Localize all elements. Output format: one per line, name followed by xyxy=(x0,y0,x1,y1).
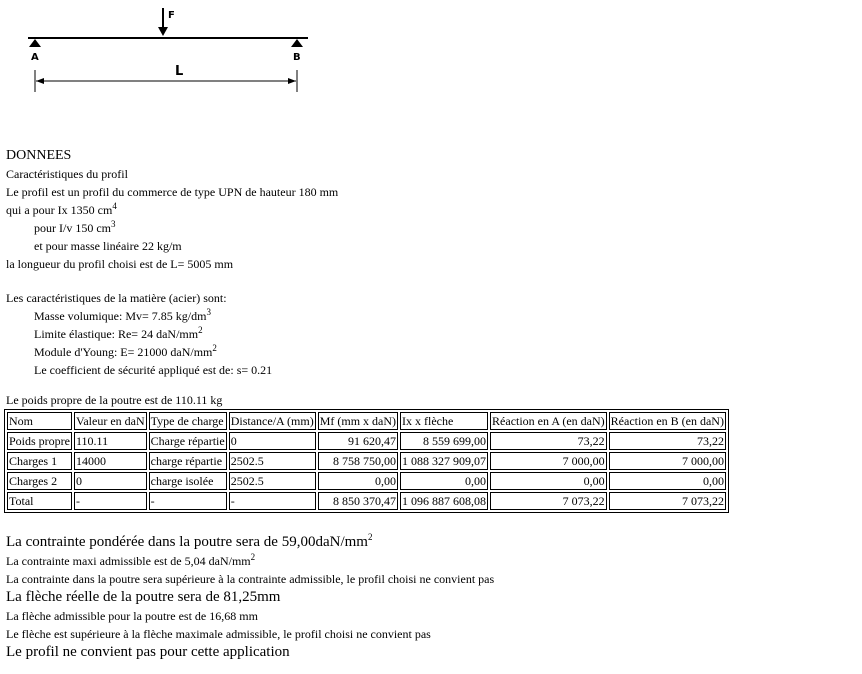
header-cell: Mf (mm x daN) xyxy=(318,412,398,430)
table-cell: Charges 1 xyxy=(7,452,72,470)
table-cell: 73,22 xyxy=(490,432,607,450)
table-cell: Poids propre xyxy=(7,432,72,450)
table-cell: 0 xyxy=(229,432,316,450)
table-cell: 0 xyxy=(74,472,147,490)
support-a xyxy=(29,39,41,47)
length-dimension xyxy=(35,70,297,92)
report-content xyxy=(6,146,858,662)
header-cell: Nom xyxy=(7,412,72,430)
table-row xyxy=(7,472,726,490)
table-cell: 7 000,00 xyxy=(490,452,607,470)
elastic-limit-text: Limite élastique: Re= 24 daN/mm xyxy=(34,327,199,341)
safety-coefficient-line: Le coefficient de sécurité appliqué est de: s= 0.21 xyxy=(34,363,273,377)
iv-exponent: 3 xyxy=(111,219,116,229)
table-cell: charge répartie xyxy=(149,452,227,470)
table-cell: 1 088 327 909,07 xyxy=(400,452,488,470)
young-modulus-line xyxy=(6,343,858,361)
donnees-title: DONNEES xyxy=(6,148,72,163)
max-stress-line xyxy=(6,552,858,570)
stress-result xyxy=(6,533,858,552)
header-cell: Réaction en B (en daN) xyxy=(609,412,726,430)
length-line: la longueur du profil choisi est de L= 5005 mm xyxy=(6,257,234,271)
table-cell: 2502.5 xyxy=(229,472,316,490)
table-cell: 0,00 xyxy=(609,472,726,490)
table-cell: - xyxy=(74,492,147,510)
table-row xyxy=(7,492,726,510)
table-header-row xyxy=(7,412,726,430)
table-cell: Total xyxy=(7,492,72,510)
self-weight-line: Le poids propre de la poutre est de 110.11 kg xyxy=(6,393,223,407)
table-cell: - xyxy=(149,492,227,510)
mass-line: et pour masse linéaire 22 kg/m xyxy=(34,239,182,253)
table-cell: 0,00 xyxy=(490,472,607,490)
force-arrow xyxy=(158,8,168,36)
max-stress-text: La contrainte maxi admissible est de 5,04 daN/mm xyxy=(6,554,251,568)
results-section xyxy=(6,533,858,662)
table-cell: 91 620,47 xyxy=(318,432,398,450)
deflection-verdict: Le flèche est supérieure à la flèche maximale admissible, le profil choisi ne convient pas xyxy=(6,627,431,641)
table-cell: 73,22 xyxy=(609,432,726,450)
header-cell: Type de charge xyxy=(149,412,227,430)
header-cell: Valeur en daN xyxy=(74,412,147,430)
table-cell: 8 850 370,47 xyxy=(318,492,398,510)
conclusion: Le profil ne convient pas pour cette application xyxy=(6,644,290,660)
support-a-label: A xyxy=(31,52,39,63)
max-stress-exponent: 2 xyxy=(250,552,256,562)
length-label: L xyxy=(175,64,184,79)
density-exponent: 3 xyxy=(206,307,211,317)
table-cell: Charges 2 xyxy=(7,472,72,490)
beam-diagram xyxy=(0,0,330,100)
table-cell: charge isolée xyxy=(149,472,227,490)
ix-text: qui a pour Ix 1350 cm xyxy=(6,203,113,217)
elastic-limit-line xyxy=(6,325,858,343)
max-deflection-line: La flèche admissible pour la poutre est de 16,68 mm xyxy=(6,609,258,623)
table-cell: 110.11 xyxy=(74,432,147,450)
profile-type-line: Le profil est un profil du commerce de type UPN de hauteur 180 mm xyxy=(6,185,339,199)
table-cell: 8 559 699,00 xyxy=(400,432,488,450)
table-cell: - xyxy=(229,492,316,510)
header-cell: Réaction en A (en daN) xyxy=(490,412,607,430)
support-b xyxy=(291,39,303,47)
density-text: Masse volumique: Mv= 7.85 kg/dm xyxy=(34,309,207,323)
table-cell: 2502.5 xyxy=(229,452,316,470)
profile-subtitle: Caractéristiques du profil xyxy=(6,167,128,181)
table-cell: 8 758 750,00 xyxy=(318,452,398,470)
elastic-limit-exponent: 2 xyxy=(198,325,203,335)
young-modulus-text: Module d'Young: E= 21000 daN/mm xyxy=(34,345,213,359)
deflection-result: La flèche réelle de la poutre sera de 81,25mm xyxy=(6,589,281,605)
young-modulus-exponent: 2 xyxy=(212,343,217,353)
table-cell: 7 073,22 xyxy=(490,492,607,510)
table-cell: 0,00 xyxy=(400,472,488,490)
header-cell: Ix x flèche xyxy=(400,412,488,430)
density-line xyxy=(6,307,858,325)
material-title: Les caractéristiques de la matière (acier) sont: xyxy=(6,291,227,305)
table-cell: 1 096 887 608,08 xyxy=(400,492,488,510)
table-cell: 14000 xyxy=(74,452,147,470)
ix-line xyxy=(6,201,858,219)
iv-text: pour I/v 150 cm xyxy=(34,221,111,235)
loads-table xyxy=(4,409,729,513)
table-cell: Charge répartie xyxy=(149,432,227,450)
force-label: F xyxy=(168,10,175,21)
table-cell: 7 073,22 xyxy=(609,492,726,510)
table-cell: 0,00 xyxy=(318,472,398,490)
table-cell: 7 000,00 xyxy=(609,452,726,470)
stress-exponent: 2 xyxy=(367,532,373,542)
iv-line xyxy=(6,219,858,237)
support-b-label: B xyxy=(293,52,301,63)
table-row xyxy=(7,432,726,450)
table-row xyxy=(7,452,726,470)
ix-exponent: 4 xyxy=(112,201,117,211)
header-cell: Distance/A (mm) xyxy=(229,412,316,430)
stress-text: La contrainte pondérée dans la poutre sera de 59,00daN/mm xyxy=(6,534,368,550)
stress-verdict: La contrainte dans la poutre sera supérieure à la contrainte admissible, le profil choisi ne convient pas xyxy=(6,572,495,586)
